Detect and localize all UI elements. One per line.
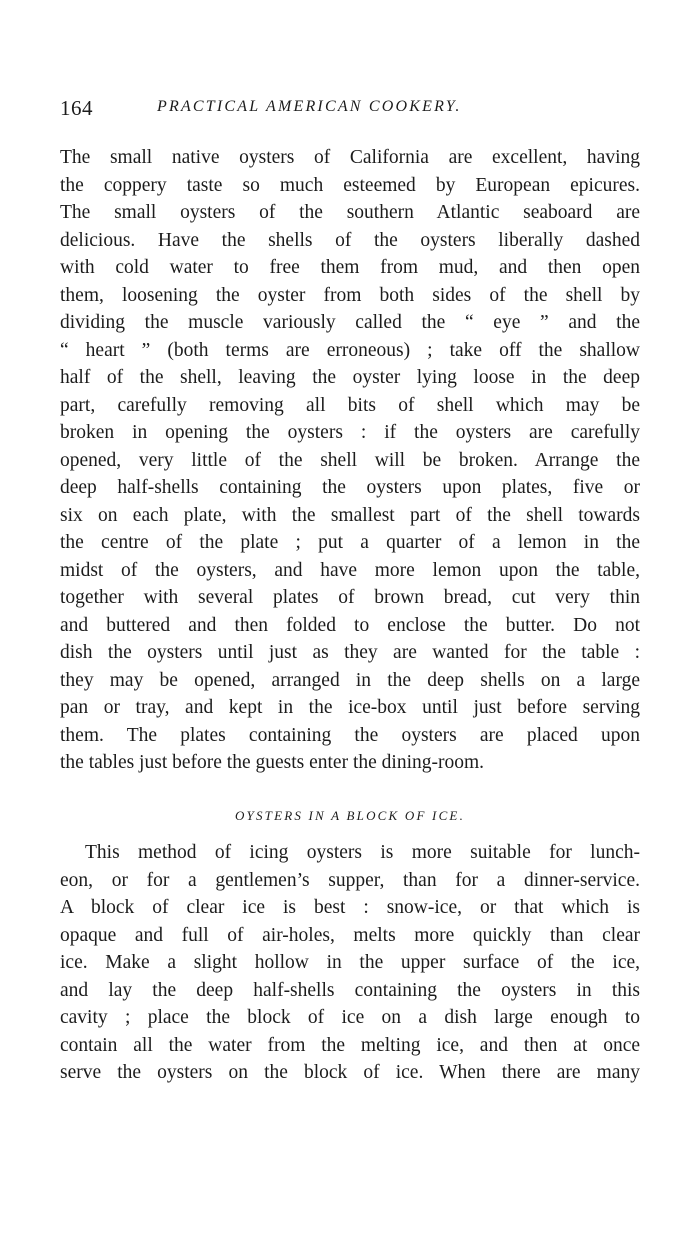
paragraph-oysters-in-ice	[60, 839, 640, 1087]
text-line: dish the oysters until just as they are wanted for the table :	[60, 642, 640, 663]
text-line: the centre of the plate ; put a quarter of a lemon in the	[60, 532, 640, 553]
text-line: they may be opened, arranged in the deep shells on a large	[60, 669, 640, 691]
section-heading: OYSTERS IN A BLOCK OF ICE.	[234, 808, 466, 823]
text-line: midst of the oysters, and have more lemon upon the table,	[60, 559, 640, 581]
text-line: The small native oysters of California are excellent, having	[60, 147, 640, 168]
text-line: dividing the muscle variously called the “ eye ” and the	[60, 312, 640, 333]
text-line: the coppery taste so much esteemed by European epicures.	[60, 174, 640, 196]
text-line: opened, very little of the shell will be broken. Arrange the	[60, 449, 640, 471]
text-line: pan or tray, and kept in the ice-box until just before serving	[60, 697, 640, 718]
text-line: half of the shell, leaving the oyster lying loose in the deep	[60, 367, 640, 388]
page-header	[60, 96, 640, 126]
text-line: cavity ; place the block of ice on a dish large enough to	[60, 1007, 640, 1028]
text-line: deep half-shells containing the oysters upon plates, five or	[60, 477, 640, 498]
paragraph-oysters-serving	[60, 144, 640, 777]
text-line: and lay the deep half-shells containing the oysters in this	[60, 979, 640, 1001]
text-line: the tables just before the guests enter the dining-room.	[60, 752, 485, 773]
text-line: broken in opening the oysters : if the oysters are carefully	[60, 422, 640, 443]
text-line: A block of clear ice is best : snow-ice, or that which is	[60, 897, 640, 918]
text-line: them, loosening the oyster from both sides of the shell by	[60, 284, 640, 306]
text-line: contain all the water from the melting ice, and then at once	[60, 1034, 640, 1056]
text-line: opaque and full of air-holes, melts more quickly than clear	[60, 924, 640, 946]
text-line: with cold water to free them from mud, and then open	[60, 257, 640, 278]
text-line: ice. Make a slight hollow in the upper surface of the ice,	[60, 952, 640, 973]
text-line: them. The plates containing the oysters are placed upon	[60, 724, 640, 746]
text-line: and buttered and then folded to enclose the butter. Do not	[60, 614, 640, 636]
text-line: six on each plate, with the smallest part of the shell towards	[60, 504, 640, 526]
page-number: 164	[60, 96, 93, 120]
text-line: serve the oysters on the block of ice. When there are many	[60, 1062, 640, 1083]
text-line: The small oysters of the southern Atlantic seaboard are	[60, 202, 640, 223]
text-line: This method of icing oysters is more suitable for lunch-	[85, 842, 640, 863]
text-line: delicious. Have the shells of the oysters liberally dashed	[60, 229, 640, 251]
text-line: together with several plates of brown bread, cut very thin	[60, 587, 640, 608]
text-line: eon, or for a gentlemen’s supper, than for a dinner-service.	[60, 869, 640, 891]
running-head: PRACTICAL AMERICAN COOKERY.	[157, 98, 462, 115]
text-line: “ heart ” (both terms are erroneous) ; take off the shallow	[60, 339, 640, 361]
text-line: part, carefully removing all bits of shell which may be	[60, 394, 640, 416]
